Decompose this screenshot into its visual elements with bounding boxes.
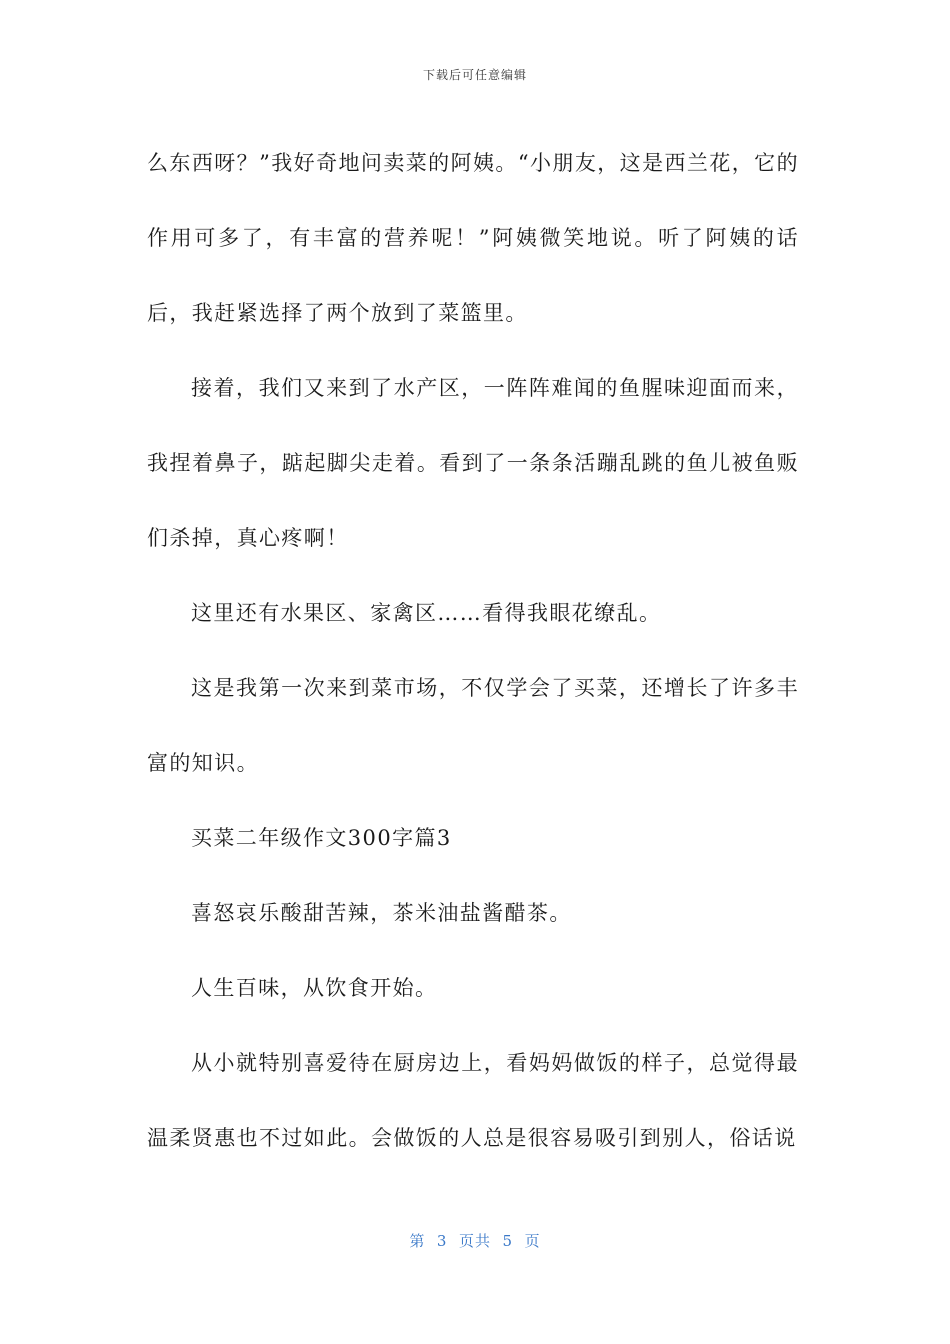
section-heading: 买菜二年级作文300字篇3: [191, 826, 452, 850]
paragraph: 从小就特别喜爱待在厨房边上，看妈妈做饭的样子，总觉得最温柔贤惠也不过如此。会做饭的人总是很容易吸引到别人，俗话说: [147, 1051, 799, 1150]
paragraph: 喜怒哀乐酸甜苦辣，茶米油盐酱醋茶。: [191, 901, 572, 925]
paragraph: 这里还有水果区、家禽区……看得我眼花缭乱。: [191, 601, 662, 625]
paragraph: 这是我第一次来到菜市场，不仅学会了买菜，还增长了许多丰富的知识。: [147, 676, 799, 775]
page-footer: 第 3 页共 5 页: [409, 1232, 541, 1250]
paragraph: 么东西呀？”我好奇地问卖菜的阿姨。“小朋友，这是西兰花，它的作用可多了，有丰富的营养呢！”阿姨微笑地说。听了阿姨的话后，我赶紧选择了两个放到了菜篮里。: [147, 151, 799, 325]
paragraph: 人生百味，从饮食开始。: [191, 976, 438, 1000]
paragraph: 接着，我们又来到了水产区，一阵阵难闻的鱼腥味迎面而来，我捏着鼻子，踮起脚尖走着。看到了一条条活蹦乱跳的鱼儿被鱼贩们杀掉，真心疼啊！: [147, 376, 799, 550]
page-header: 下载后可任意编辑: [422, 68, 527, 82]
document-body: [147, 126, 799, 1176]
